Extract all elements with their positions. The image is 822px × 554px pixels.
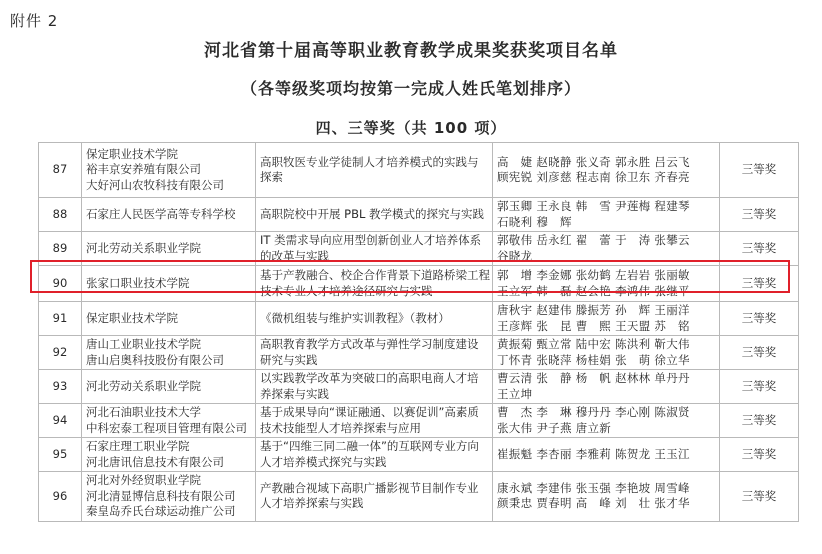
row-number: 94 — [39, 404, 82, 438]
completing-units — [82, 198, 256, 232]
achievement-title — [256, 143, 493, 198]
table-row — [39, 472, 799, 522]
achievement-title — [256, 302, 493, 336]
completers — [493, 438, 720, 472]
table-row — [39, 302, 799, 336]
completers-line: 张大伟 尹子燕 唐立新 — [497, 420, 612, 435]
achievement-title-line: 高职牧医专业学徒制人才培养模式的实践与 — [260, 154, 479, 169]
completers-line: 康永斌 李建伟 张玉强 李艳坡 周雪峰 — [497, 480, 690, 495]
achievement-title-line: 基于成果导向“课证融通、以赛促训”高素质 — [260, 405, 479, 419]
award-level: 三等奖 — [720, 232, 799, 266]
completing-units — [82, 472, 256, 522]
completers-line: 高 婕 赵晓静 张义奇 郭永胜 吕云飞 — [497, 154, 690, 169]
award-level: 三等奖 — [720, 472, 799, 522]
completing-units-line: 河北唐讯信息技术有限公司 — [86, 454, 224, 469]
completing-units-line: 秦皇岛乔氏台球运动推广公司 — [86, 504, 236, 518]
completers-line: 颜秉忠 贾春明 高 峰 刘 壮 张才华 — [497, 496, 690, 511]
table-row — [39, 198, 799, 232]
achievement-title — [256, 404, 493, 438]
completers — [493, 232, 720, 266]
table-row — [39, 232, 799, 266]
achievement-title-line: 基于产教融合、校企合作背景下道路桥梁工程 — [260, 268, 490, 282]
award-level: 三等奖 — [720, 266, 799, 302]
completers — [493, 370, 720, 404]
award-level: 三等奖 — [720, 143, 799, 198]
table-row — [39, 266, 799, 302]
completing-units-line: 唐山工业职业技术学院 — [86, 337, 201, 351]
achievement-title — [256, 336, 493, 370]
row-number: 87 — [39, 143, 82, 198]
completing-units-line: 唐山启奥科技股份有限公司 — [86, 352, 224, 367]
completers-line: 石晓利 穆 辉 — [497, 214, 572, 229]
completers-line: 唐秋宇 赵建伟 滕振芳 孙 辉 王丽洋 — [497, 303, 690, 317]
achievement-title-line: 人才培养模式探究与实践 — [260, 454, 387, 469]
completing-units — [82, 404, 256, 438]
achievement-title-line: 探索 — [260, 170, 283, 184]
achievement-title-line: 技术技能型人才培养探索与应用 — [260, 420, 421, 435]
row-number: 91 — [39, 302, 82, 336]
completers-line: 曹 杰 李 琳 穆丹丹 李心刚 陈淑贤 — [497, 405, 690, 419]
section-heading: 四、三等奖（共 100 项） — [315, 119, 507, 137]
achievement-title-line: 基于“四维三同二融一体”的互联网专业方向 — [260, 439, 479, 453]
row-number: 93 — [39, 370, 82, 404]
table-row — [39, 438, 799, 472]
completers-line: 王彦辉 张 昆 曹 熙 王天盟 苏 铭 — [497, 318, 690, 333]
awards-table — [38, 142, 799, 522]
completers-line: 曹云清 张 静 杨 帆 赵林林 单丹丹 — [497, 371, 690, 385]
completing-units — [82, 302, 256, 336]
completing-units-line: 河北劳动关系职业学院 — [86, 378, 201, 393]
table-row — [39, 404, 799, 438]
row-number: 95 — [39, 438, 82, 472]
completers-line: 王立坤 — [497, 386, 533, 401]
achievement-title-line: 的改革与实践 — [260, 248, 329, 263]
completing-units-line: 大好河山农牧科技有限公司 — [86, 177, 224, 192]
table-row — [39, 336, 799, 370]
completers-line: 郭玉卿 王永良 韩 雪 尹莲梅 程建琴 — [497, 199, 690, 213]
row-number: 90 — [39, 266, 82, 302]
completers — [493, 266, 720, 302]
completers — [493, 143, 720, 198]
row-number: 92 — [39, 336, 82, 370]
completers — [493, 336, 720, 370]
achievement-title — [256, 370, 493, 404]
completing-units-line: 张家口职业技术学院 — [86, 275, 190, 290]
table-row — [39, 143, 799, 198]
achievement-title-line: 以实践教学改革为突破口的高职电商人才培 — [260, 371, 479, 385]
completing-units-line: 石家庄人民医学高等专科学校 — [86, 206, 236, 221]
completers-line: 谷晓龙 — [497, 248, 533, 263]
achievement-title — [256, 266, 493, 302]
completing-units-line: 石家庄理工职业学院 — [86, 439, 190, 453]
award-level: 三等奖 — [720, 336, 799, 370]
row-number: 89 — [39, 232, 82, 266]
completing-units — [82, 143, 256, 198]
table-row — [39, 370, 799, 404]
completing-units — [82, 370, 256, 404]
completing-units-line: 河北清显博信息科技有限公司 — [86, 488, 236, 503]
achievement-title-line: 研究与实践 — [260, 352, 318, 367]
achievement-title — [256, 198, 493, 232]
award-level: 三等奖 — [720, 404, 799, 438]
completers-line: 郭敬伟 岳永红 翟 蕾 于 涛 张攀云 — [497, 233, 690, 247]
row-number: 88 — [39, 198, 82, 232]
document-title: 河北省第十届高等职业教育教学成果奖获奖项目名单 — [204, 41, 618, 61]
award-level: 三等奖 — [720, 302, 799, 336]
achievement-title — [256, 232, 493, 266]
achievement-title-line: 产教融合视域下高职广播影视节目制作专业 — [260, 480, 479, 495]
achievement-title-line: 高职院校中开展 PBL 教学模式的探究与实践 — [260, 206, 485, 221]
completing-units-line: 河北对外经贸职业学院 — [86, 473, 201, 487]
completing-units — [82, 438, 256, 472]
achievement-title-line: 养探索与实践 — [260, 386, 329, 401]
completers — [493, 472, 720, 522]
achievement-title — [256, 472, 493, 522]
completers-line: 顾宪锐 刘彦慈 程志南 徐卫东 齐春亮 — [497, 170, 690, 184]
completing-units-line: 保定职业技术学院 — [86, 310, 178, 325]
completers — [493, 404, 720, 438]
completing-units-line: 保定职业技术学院 — [86, 146, 178, 161]
completing-units-line: 裕丰京安养殖有限公司 — [86, 162, 201, 177]
completing-units — [82, 336, 256, 370]
attachment-label: 附件 2 — [10, 12, 59, 30]
achievement-title-line: 人才培养探索与实践 — [260, 496, 364, 511]
completers — [493, 198, 720, 232]
completing-units-line: 河北石油职业技术大学 — [86, 405, 201, 419]
achievement-title-line: 技术专业人才培养途径研究与实践 — [260, 283, 433, 298]
completing-units — [82, 232, 256, 266]
achievement-title-line: 高职教育教学方式改革与弹性学习制度建设 — [260, 337, 479, 351]
completers-line: 黄振菊 甄立常 陆中宏 陈洪利 靳大伟 — [497, 337, 690, 351]
award-level: 三等奖 — [720, 198, 799, 232]
document-subtitle: （各等级奖项均按第一完成人姓氏笔划排序） — [240, 79, 581, 98]
completing-units-line: 中科宏泰工程项目管理有限公司 — [86, 420, 247, 435]
completers-line: 崔振魁 李杏丽 李雅莉 陈贺龙 王玉江 — [497, 446, 690, 461]
completers-line: 王立军 韩 磊 赵会艳 李鸿伟 张继平 — [497, 283, 690, 298]
achievement-title-line: IT 类需求导向应用型创新创业人才培养体系 — [260, 233, 482, 247]
completers-line: 郭 增 李金娜 张幼鹤 左岩岩 张丽敏 — [497, 268, 690, 282]
row-number: 96 — [39, 472, 82, 522]
completers — [493, 302, 720, 336]
award-level: 三等奖 — [720, 370, 799, 404]
completing-units-line: 河北劳动关系职业学院 — [86, 240, 201, 255]
achievement-title-line: 《微机组装与维护实训教程》（教材） — [260, 310, 450, 325]
award-level: 三等奖 — [720, 438, 799, 472]
completers-line: 丁怀青 张晓萍 杨桂娟 张 萌 徐立华 — [497, 352, 690, 367]
achievement-title — [256, 438, 493, 472]
completing-units — [82, 266, 256, 302]
